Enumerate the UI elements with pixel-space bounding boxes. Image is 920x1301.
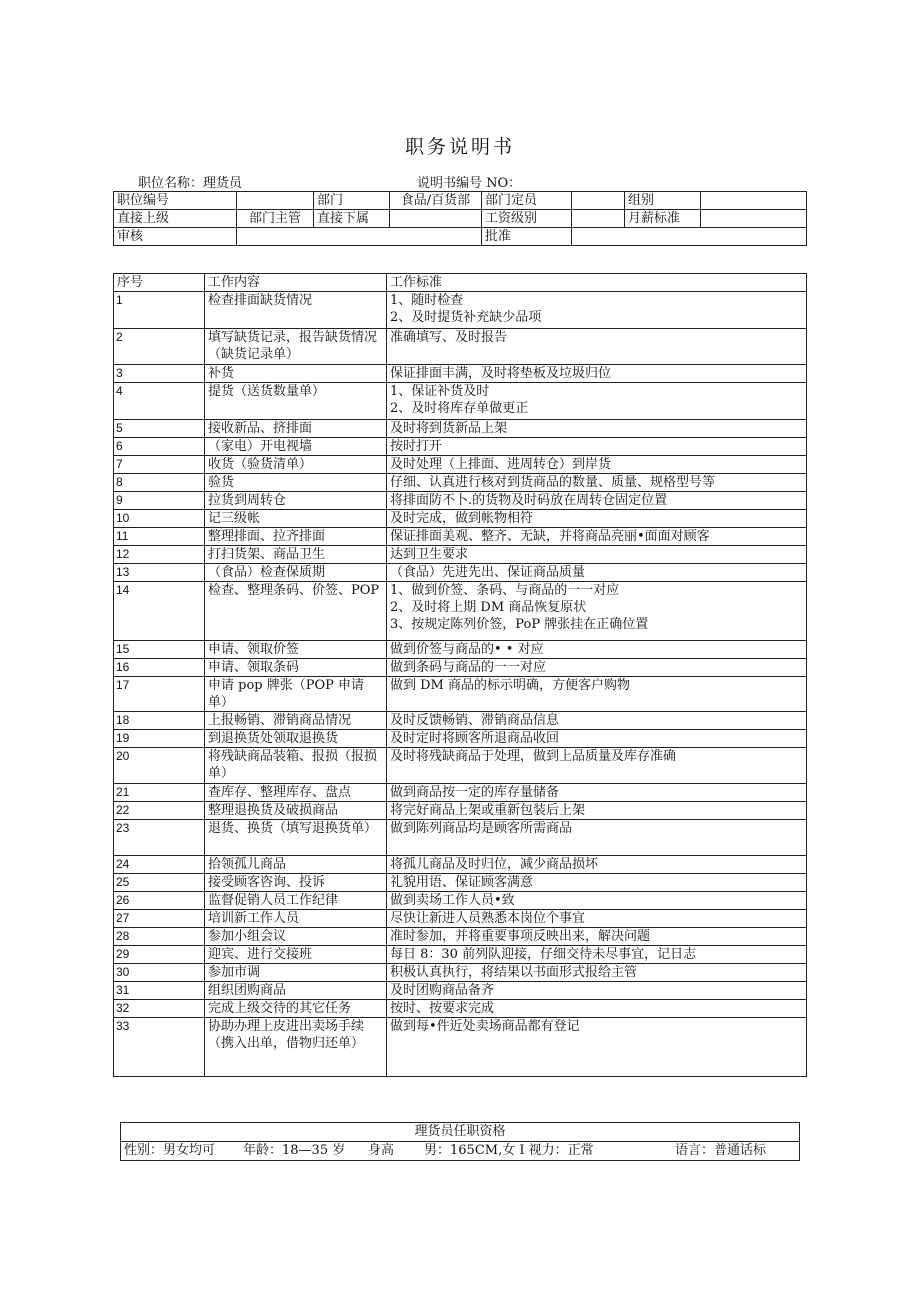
task-standard: 及时将残缺商品于处理，做到上品质量及库存准确 (387, 748, 807, 784)
task-content: 补货 (205, 365, 387, 383)
task-standard: 1、做到价签、条码、与商品的一一对应 2、及时将上期 DM 商品恢复原状 3、按规定陈列价签，PoP 牌张挂在正确位置 (387, 582, 807, 641)
task-standard: 积极认真执行，将结果以书面形式报给主管 (387, 964, 807, 982)
task-content: 完成上级交待的其它任务 (205, 1000, 387, 1018)
tasks-body (114, 292, 807, 1077)
task-content: 检查排面缺货情况 (205, 292, 387, 329)
headcount-label: 部门定员 (482, 192, 572, 210)
task-number: 15 (114, 641, 205, 659)
task-content: 拉货到周转仓 (205, 492, 387, 510)
task-row (114, 292, 807, 329)
task-row (114, 564, 807, 582)
info-row (114, 192, 807, 210)
gender-requirement: 性别：男女均可 (124, 1143, 216, 1158)
task-number: 32 (114, 1000, 205, 1018)
task-content: 申请、领取价签 (205, 641, 387, 659)
task-row (114, 474, 807, 492)
approve-label: 批准 (482, 228, 572, 246)
task-content: 到退换货处领取退换货 (205, 730, 387, 748)
task-standard: 准确填写、及时报告 (387, 329, 807, 365)
task-standard: 做到每•件近处卖场商品都有登记 (387, 1018, 807, 1077)
task-row (114, 1000, 807, 1018)
task-standard: 及时定时将顾客所退商品收回 (387, 730, 807, 748)
task-number: 28 (114, 928, 205, 946)
task-content: 退货、换货（填写退换货单） (205, 820, 387, 856)
task-number: 16 (114, 659, 205, 677)
task-standard: 及时团购商品备齐 (387, 982, 807, 1000)
task-number: 24 (114, 856, 205, 874)
task-number: 4 (114, 383, 205, 420)
height-vision-requirement: 男：165CM,女 I 视力：正常 (424, 1143, 594, 1158)
task-content: 查库存、整理库存、盘点 (205, 784, 387, 802)
task-row (114, 546, 807, 564)
task-row (114, 659, 807, 677)
task-standard: 做到卖场工作人员•致 (387, 892, 807, 910)
task-content: 组织团购商品 (205, 982, 387, 1000)
salary-label: 月薪标准 (625, 210, 701, 228)
headcount-value (572, 192, 625, 210)
task-row (114, 964, 807, 982)
task-row (114, 420, 807, 438)
task-row (114, 677, 807, 712)
qualification-title: 理货员任职资格 (121, 1123, 800, 1142)
task-number: 25 (114, 874, 205, 892)
task-number: 2 (114, 329, 205, 365)
task-row (114, 748, 807, 784)
task-row (114, 928, 807, 946)
task-standard: 仔细、认真进行核对到货商品的数量、质量、规格型号等 (387, 474, 807, 492)
task-content: 参加市调 (205, 964, 387, 982)
task-row (114, 1018, 807, 1077)
task-number: 29 (114, 946, 205, 964)
info-row (114, 210, 807, 228)
task-content: 监督促销人员工作纪律 (205, 892, 387, 910)
position-name: 职位名称：理货员 (138, 176, 243, 191)
task-row (114, 874, 807, 892)
task-number: 6 (114, 438, 205, 456)
task-content: （家电）开电视墙 (205, 438, 387, 456)
qualification-title-row (121, 1123, 800, 1142)
job-no-value (237, 192, 314, 210)
task-standard: 及时完成，做到帐物相符 (387, 510, 807, 528)
task-number: 12 (114, 546, 205, 564)
task-standard: 礼貌用语、保证顾客满意 (387, 874, 807, 892)
task-standard: 1、保证补货及时 2、及时将库存单做更正 (387, 383, 807, 420)
info-row (114, 228, 807, 246)
task-number: 31 (114, 982, 205, 1000)
task-content: 整理退换货及破损商品 (205, 802, 387, 820)
task-standard: （食品）先进先出、保证商品质量 (387, 564, 807, 582)
task-number: 10 (114, 510, 205, 528)
task-standard: 尽快让新进人员熟悉本岗位个事宜 (387, 910, 807, 928)
task-content: 验货 (205, 474, 387, 492)
document-number: 说明书编号 NO： (417, 176, 522, 191)
task-content: 参加小组会议 (205, 928, 387, 946)
task-row (114, 712, 807, 730)
header-no: 序号 (114, 274, 205, 292)
task-content: 提货（送货数量单） (205, 383, 387, 420)
task-row (114, 892, 807, 910)
salary-value (701, 210, 807, 228)
task-content: 将残缺商品装箱、报损（报损单） (205, 748, 387, 784)
task-number: 3 (114, 365, 205, 383)
subordinate-value (390, 210, 482, 228)
task-number: 13 (114, 564, 205, 582)
task-content: 迎宾、进行交接班 (205, 946, 387, 964)
task-content: 填写缺货记录，报告缺货情况（缺货记录单） (205, 329, 387, 365)
task-standard: 将孤儿商品及时归位，减少商品损坏 (387, 856, 807, 874)
task-standard: 将完好商品上架或重新包装后上架 (387, 802, 807, 820)
task-row (114, 383, 807, 420)
task-standard: 保证排面丰满，及时将垫板及垃圾归位 (387, 365, 807, 383)
task-content: 接受顾客咨询、投诉 (205, 874, 387, 892)
approve-value (572, 228, 807, 246)
task-standard: 及时处理（上排面、进周转仓）到岸货 (387, 456, 807, 474)
task-number: 26 (114, 892, 205, 910)
task-content: 收货（验货清单） (205, 456, 387, 474)
task-row (114, 820, 807, 856)
task-row (114, 784, 807, 802)
subordinate-label: 直接下属 (314, 210, 390, 228)
task-standard: 达到卫生要求 (387, 546, 807, 564)
task-row (114, 910, 807, 928)
task-content: 协助办理上皮进出卖场手续（携入出单，借物归还单） (205, 1018, 387, 1077)
task-row (114, 456, 807, 474)
task-content: 申请 pop 牌张（POP 申请单） (205, 677, 387, 712)
task-row (114, 329, 807, 365)
task-content: （食品）检查保质期 (205, 564, 387, 582)
task-number: 23 (114, 820, 205, 856)
superior-label: 直接上级 (114, 210, 237, 228)
task-standard: 及时反馈畅销、滞销商品信息 (387, 712, 807, 730)
task-standard: 按时打开 (387, 438, 807, 456)
qualification-details (121, 1142, 800, 1161)
task-number: 8 (114, 474, 205, 492)
pay-grade-value (572, 210, 625, 228)
task-standard: 按时、按要求完成 (387, 1000, 807, 1018)
tasks-header-row (114, 274, 807, 292)
task-number: 7 (114, 456, 205, 474)
task-row (114, 365, 807, 383)
task-number: 9 (114, 492, 205, 510)
task-row (114, 982, 807, 1000)
task-content: 申请、领取条码 (205, 659, 387, 677)
task-standard: 做到商品按一定的库存量储备 (387, 784, 807, 802)
qualification-row (121, 1142, 800, 1161)
task-standard: 1、随时检查 2、及时提货补充缺少品项 (387, 292, 807, 329)
task-content: 培训新工作人员 (205, 910, 387, 928)
qualification-table (120, 1122, 800, 1161)
task-number: 21 (114, 784, 205, 802)
task-number: 14 (114, 582, 205, 641)
task-standard: 做到条码与商品的一一对应 (387, 659, 807, 677)
header-content: 工作内容 (205, 274, 387, 292)
task-row (114, 528, 807, 546)
language-requirement: 语言：普通话标 (675, 1143, 767, 1158)
review-label: 审核 (114, 228, 237, 246)
group-label: 组别 (625, 192, 701, 210)
pay-grade-label: 工资级别 (482, 210, 572, 228)
task-content: 上报畅销、滞销商品情况 (205, 712, 387, 730)
job-info-table (113, 191, 807, 246)
task-standard: 做到 DM 商品的标示明确，方便客户购物 (387, 677, 807, 712)
task-number: 18 (114, 712, 205, 730)
header-standard: 工作标准 (387, 274, 807, 292)
task-row (114, 856, 807, 874)
group-value (701, 192, 807, 210)
task-standard: 做到价签与商品的• • 对应 (387, 641, 807, 659)
dept-label: 部门 (314, 192, 390, 210)
task-content: 拾领孤儿商品 (205, 856, 387, 874)
tasks-table (113, 273, 807, 1077)
height-label: 身高 (368, 1143, 395, 1158)
document-title: 职务说明书 (404, 136, 515, 158)
task-number: 27 (114, 910, 205, 928)
task-content: 打扫货架、商品卫生 (205, 546, 387, 564)
task-row (114, 730, 807, 748)
task-number: 19 (114, 730, 205, 748)
task-row (114, 438, 807, 456)
task-number: 1 (114, 292, 205, 329)
task-content: 接收新品、挤排面 (205, 420, 387, 438)
task-row (114, 582, 807, 641)
task-standard: 将排面防不卜.的货物及时码放在周转仓固定位置 (387, 492, 807, 510)
task-number: 17 (114, 677, 205, 712)
task-row (114, 802, 807, 820)
task-row (114, 492, 807, 510)
review-value (237, 228, 482, 246)
task-row (114, 946, 807, 964)
task-number: 5 (114, 420, 205, 438)
task-content: 整理排面、拉齐排面 (205, 528, 387, 546)
task-standard: 每日 8：30 前列队迎接，仔细交待未尽事宜，记日志 (387, 946, 807, 964)
task-standard: 及时将到货新品上架 (387, 420, 807, 438)
task-standard: 做到陈列商品均是顾客所需商品 (387, 820, 807, 856)
superior-value: 部门主管 (237, 210, 314, 228)
task-number: 20 (114, 748, 205, 784)
task-number: 33 (114, 1018, 205, 1077)
age-requirement: 年龄：18—35 岁 (243, 1143, 346, 1158)
task-number: 30 (114, 964, 205, 982)
task-standard: 保证排面美观、整齐、无缺，并将商品亮丽•面面对顾客 (387, 528, 807, 546)
task-row (114, 510, 807, 528)
task-content: 记三级帐 (205, 510, 387, 528)
dept-value: 食品/百货部 (390, 192, 482, 210)
task-row (114, 641, 807, 659)
task-content: 检查、整理条码、价签、POP (205, 582, 387, 641)
task-number: 22 (114, 802, 205, 820)
job-no-label: 职位编号 (114, 192, 237, 210)
task-number: 11 (114, 528, 205, 546)
task-standard: 准时参加，并将重要事项反映出来，解决问题 (387, 928, 807, 946)
